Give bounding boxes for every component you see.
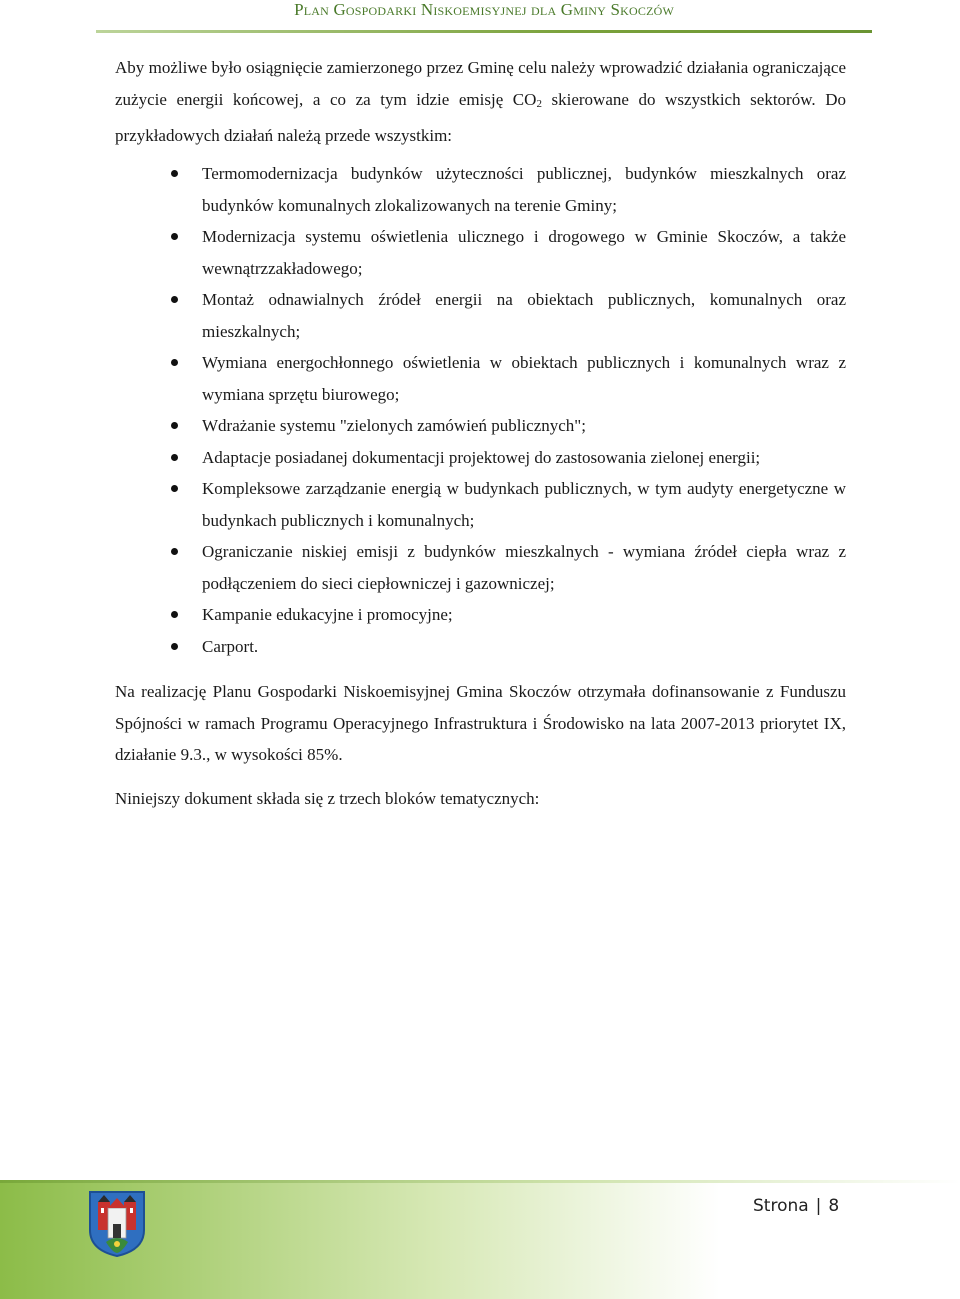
bullet-icon bbox=[171, 170, 178, 177]
list-item bbox=[115, 221, 846, 284]
header-rule bbox=[96, 30, 872, 33]
intro-paragraph bbox=[115, 52, 846, 152]
list-item-text: Carport. bbox=[202, 636, 259, 656]
coat-of-arms-icon bbox=[88, 1190, 146, 1258]
list-item bbox=[115, 536, 846, 599]
page-word: Strona bbox=[753, 1196, 809, 1216]
co2-subscript: 2 bbox=[536, 97, 542, 110]
bullet-icon bbox=[171, 233, 178, 240]
bullet-icon bbox=[171, 454, 178, 461]
footer-rule bbox=[0, 1180, 960, 1183]
list-item-text: Montaż odnawialnych źródeł energii na obiektach publicznych, komunalnych oraz mieszkalnych; bbox=[202, 290, 846, 341]
measures-list bbox=[115, 158, 846, 662]
list-item-text: Modernizacja systemu oświetlenia ulicznego i drogowego w Gminie Skoczów, a także wewnątrzzakładowego; bbox=[202, 227, 846, 278]
list-item bbox=[115, 284, 846, 347]
list-item-text: Ograniczanie niskiej emisji z budynków mieszkalnych - wymiana źródeł ciepła wraz z podłączeniem do sieci ciepłowniczej i gazowniczej; bbox=[202, 542, 846, 593]
bullet-icon bbox=[171, 611, 178, 618]
page-number: 8 bbox=[828, 1196, 840, 1216]
list-item-text: Termomodernizacja budynków użyteczności publicznej, budynków mieszkalnych oraz budynków komunalnych zlokalizowanych na terenie Gminy; bbox=[202, 164, 846, 215]
list-item bbox=[115, 158, 846, 221]
list-item bbox=[115, 599, 846, 631]
list-item-text: Kompleksowe zarządzanie energią w budynkach publicznych, w tym audyty energetyczne w budynkach publicznych i komunalnych; bbox=[202, 479, 846, 530]
list-item bbox=[115, 473, 846, 536]
bullet-icon bbox=[171, 359, 178, 366]
list-item bbox=[115, 442, 846, 474]
bullet-icon bbox=[171, 548, 178, 555]
structure-paragraph: Niniejszy dokument składa się z trzech bloków tematycznych: bbox=[115, 789, 540, 808]
intro-text-part1: Aby możliwe było osiągnięcie zamierzonego przez Gminę celu należy wprowadzić działania ograniczające zużycie energii końcowej, a co za tym idzie emisję CO bbox=[115, 58, 846, 109]
list-item-text: Wymiana energochłonnego oświetlenia w obiektach publicznych i komunalnych wraz z wymiana sprzętu biurowego; bbox=[202, 353, 846, 404]
page-number-label bbox=[753, 1196, 839, 1216]
page-footer bbox=[0, 1180, 960, 1299]
bullet-icon bbox=[171, 643, 178, 650]
page-header bbox=[0, 0, 960, 36]
list-item-text: Wdrażanie systemu "zielonych zamówień publicznych"; bbox=[202, 416, 586, 435]
funding-paragraph: Na realizację Planu Gospodarki Niskoemisyjnej Gmina Skoczów otrzymała dofinansowanie z Funduszu Spójności w ramach Programu Operacyjnego Infrastruktura i Środowisko na lata 2007-2013 priorytet IX, działanie 9.3., w wysokości 85%. bbox=[115, 682, 846, 764]
list-item bbox=[115, 631, 846, 663]
page-separator: | bbox=[815, 1196, 822, 1216]
list-item bbox=[115, 347, 846, 410]
list-item-text: Adaptacje posiadanej dokumentacji projektowej do zastosowania zielonej energii; bbox=[202, 447, 761, 467]
list-item bbox=[115, 410, 846, 442]
intro-text-part2: skierowane do wszystkich sektorów. Do przykładowych działań należą przede wszystkim: bbox=[115, 89, 846, 145]
header-title: Plan Gospodarki Niskoemisyjnej dla Gminy Skoczów bbox=[294, 0, 674, 19]
bullet-icon bbox=[171, 422, 178, 429]
bullet-icon bbox=[171, 296, 178, 303]
list-item-text: Kampanie edukacyjne i promocyjne; bbox=[202, 605, 453, 624]
bullet-icon bbox=[171, 485, 178, 492]
